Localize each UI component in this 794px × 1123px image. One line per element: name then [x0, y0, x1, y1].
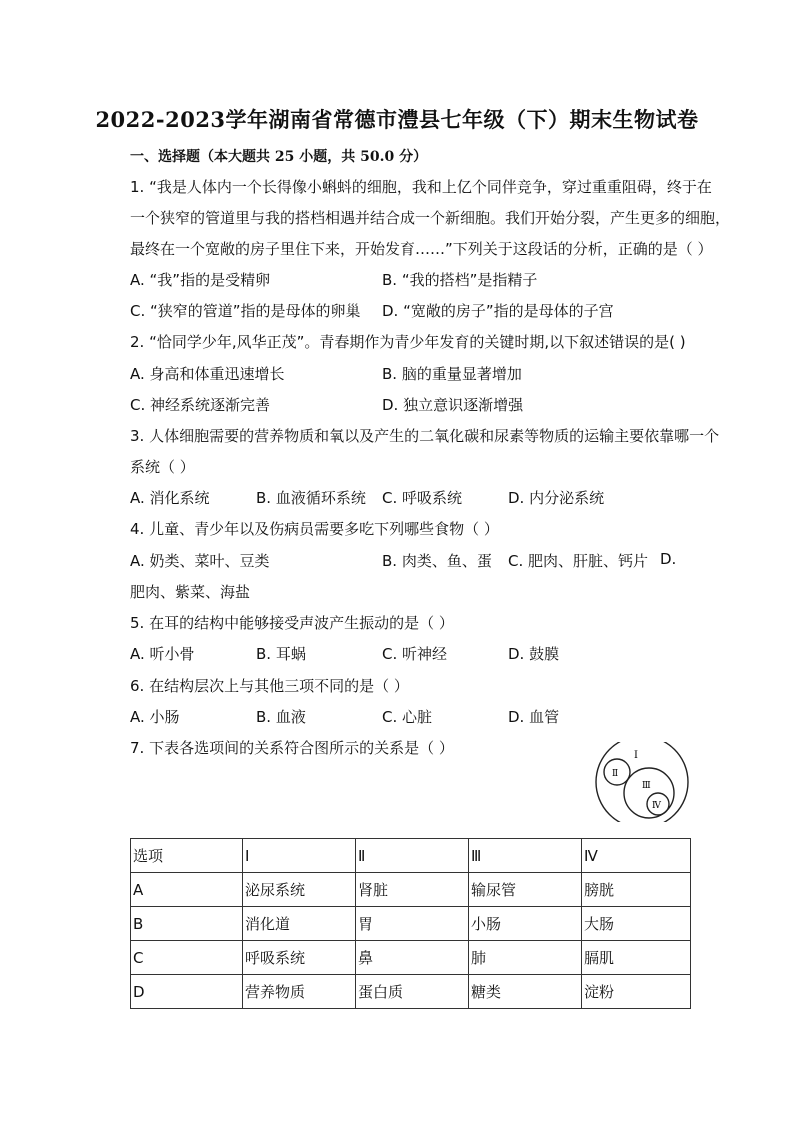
- table-row: [131, 907, 691, 941]
- q7-options-table: [130, 838, 691, 1009]
- label-i: Ⅰ: [634, 750, 638, 761]
- q2-option-c: C. 神经系统逐渐完善: [130, 396, 271, 414]
- q1-option-c: C. “狭窄的管道”指的是母体的卵巢: [130, 302, 361, 320]
- q6-option-d: D. 血管: [508, 708, 560, 726]
- q4-option-c: C. 肥肉、肝脏、钙片: [508, 552, 649, 570]
- q4-stem: 4. 儿童、青少年以及伤病员需要多吃下列哪些食物（ ）: [130, 520, 499, 538]
- q5-option-c: C. 听神经: [382, 645, 448, 663]
- q1-option-b: B. “我的搭档”是指精子: [382, 271, 538, 289]
- table-cell: 小肠: [469, 907, 582, 941]
- table-cell: 鼻: [356, 941, 469, 975]
- table-cell: 糖类: [469, 975, 582, 1009]
- table-cell: 膀胱: [582, 873, 691, 907]
- table-cell: C: [131, 941, 243, 975]
- table-cell: A: [131, 873, 243, 907]
- table-row: [131, 975, 691, 1009]
- table-cell: 大肠: [582, 907, 691, 941]
- label-ii: Ⅱ: [612, 769, 619, 779]
- table-cell: B: [131, 907, 243, 941]
- q2-option-a: A. 身高和体重迅速增长: [130, 365, 285, 383]
- q3-option-b: B. 血液循环系统: [256, 489, 366, 507]
- nested-circles-diagram: [594, 742, 690, 822]
- q1-option-a: A. “我”指的是受精卵: [130, 271, 271, 289]
- table-cell: 肺: [469, 941, 582, 975]
- q7-stem: 7. 下表各选项间的关系符合图所示的关系是（ ）: [130, 739, 454, 757]
- table-cell: 淀粉: [582, 975, 691, 1009]
- q1-stem-line-2: 一个狭窄的管道里与我的搭档相遇并结合成一个新细胞。我们开始分裂，产生更多的细胞，: [130, 209, 731, 227]
- label-iv: Ⅳ: [652, 801, 661, 811]
- q3-stem-line-2: 系统（ ）: [130, 458, 195, 476]
- table-row: [131, 941, 691, 975]
- q2-option-d: D. 独立意识逐渐增强: [382, 396, 524, 414]
- q4-option-b: B. 肉类、鱼、蛋: [382, 552, 492, 570]
- table-cell: 胃: [356, 907, 469, 941]
- table-cell: 营养物质: [243, 975, 356, 1009]
- table-header-row: [131, 839, 691, 873]
- table-header-cell: Ⅳ: [582, 839, 691, 873]
- q6-option-c: C. 心脏: [382, 708, 433, 726]
- q4-option-d-text: 肥肉、紫菜、海盐: [130, 583, 251, 601]
- table-cell: 呼吸系统: [243, 941, 356, 975]
- q1-stem-line-1: 1. “我是人体内一个长得像小蝌蚪的细胞，我和上亿个同伴竞争，穿过重重阻碍，终于在: [130, 178, 712, 196]
- q5-stem: 5. 在耳的结构中能够接受声波产生振动的是（ ）: [130, 614, 454, 632]
- q4-option-d-marker: D.: [660, 550, 677, 568]
- table-row: [131, 873, 691, 907]
- table-cell: D: [131, 975, 243, 1009]
- table-cell: 膈肌: [582, 941, 691, 975]
- q1-stem-line-3: 最终在一个宽敞的房子里住下来，开始发育……”下列关于这段话的分析，正确的是（ ）: [130, 240, 713, 258]
- table-cell: 蛋白质: [356, 975, 469, 1009]
- q2-stem: 2. “恰同学少年,风华正茂”。青春期作为青少年发育的关键时期,以下叙述错误的是( ): [130, 333, 686, 351]
- table-cell: 肾脏: [356, 873, 469, 907]
- q5-option-a: A. 听小骨: [130, 645, 195, 663]
- label-iii: Ⅲ: [642, 781, 651, 791]
- q6-option-a: A. 小肠: [130, 708, 180, 726]
- q5-option-b: B. 耳蜗: [256, 645, 306, 663]
- q6-stem: 6. 在结构层次上与其他三项不同的是（ ）: [130, 677, 409, 695]
- table-cell: 消化道: [243, 907, 356, 941]
- table-header-cell: Ⅱ: [356, 839, 469, 873]
- q3-option-c: C. 呼吸系统: [382, 489, 463, 507]
- table-cell: 泌尿系统: [243, 873, 356, 907]
- q5-option-d: D. 鼓膜: [508, 645, 560, 663]
- q3-stem-line-1: 3. 人体细胞需要的营养物质和氧以及产生的二氧化碳和尿素等物质的运输主要依靠哪一个: [130, 427, 720, 445]
- page-title: 2022-2023学年湖南省常德市澧县七年级（下）期末生物试卷: [95, 107, 699, 132]
- table-header-cell: Ⅲ: [469, 839, 582, 873]
- table-header-cell: 选项: [131, 839, 243, 873]
- q2-option-b: B. 脑的重量显著增加: [382, 365, 522, 383]
- q1-option-d: D. “宽敞的房子”指的是母体的子宫: [382, 302, 614, 320]
- q3-option-d: D. 内分泌系统: [508, 489, 605, 507]
- q6-option-b: B. 血液: [256, 708, 306, 726]
- section-heading: 一、选择题（本大题共 25 小题，共 50.0 分）: [130, 149, 428, 165]
- table-cell: 输尿管: [469, 873, 582, 907]
- q3-option-a: A. 消化系统: [130, 489, 210, 507]
- table-header-cell: Ⅰ: [243, 839, 356, 873]
- q4-option-a: A. 奶类、菜叶、豆类: [130, 552, 270, 570]
